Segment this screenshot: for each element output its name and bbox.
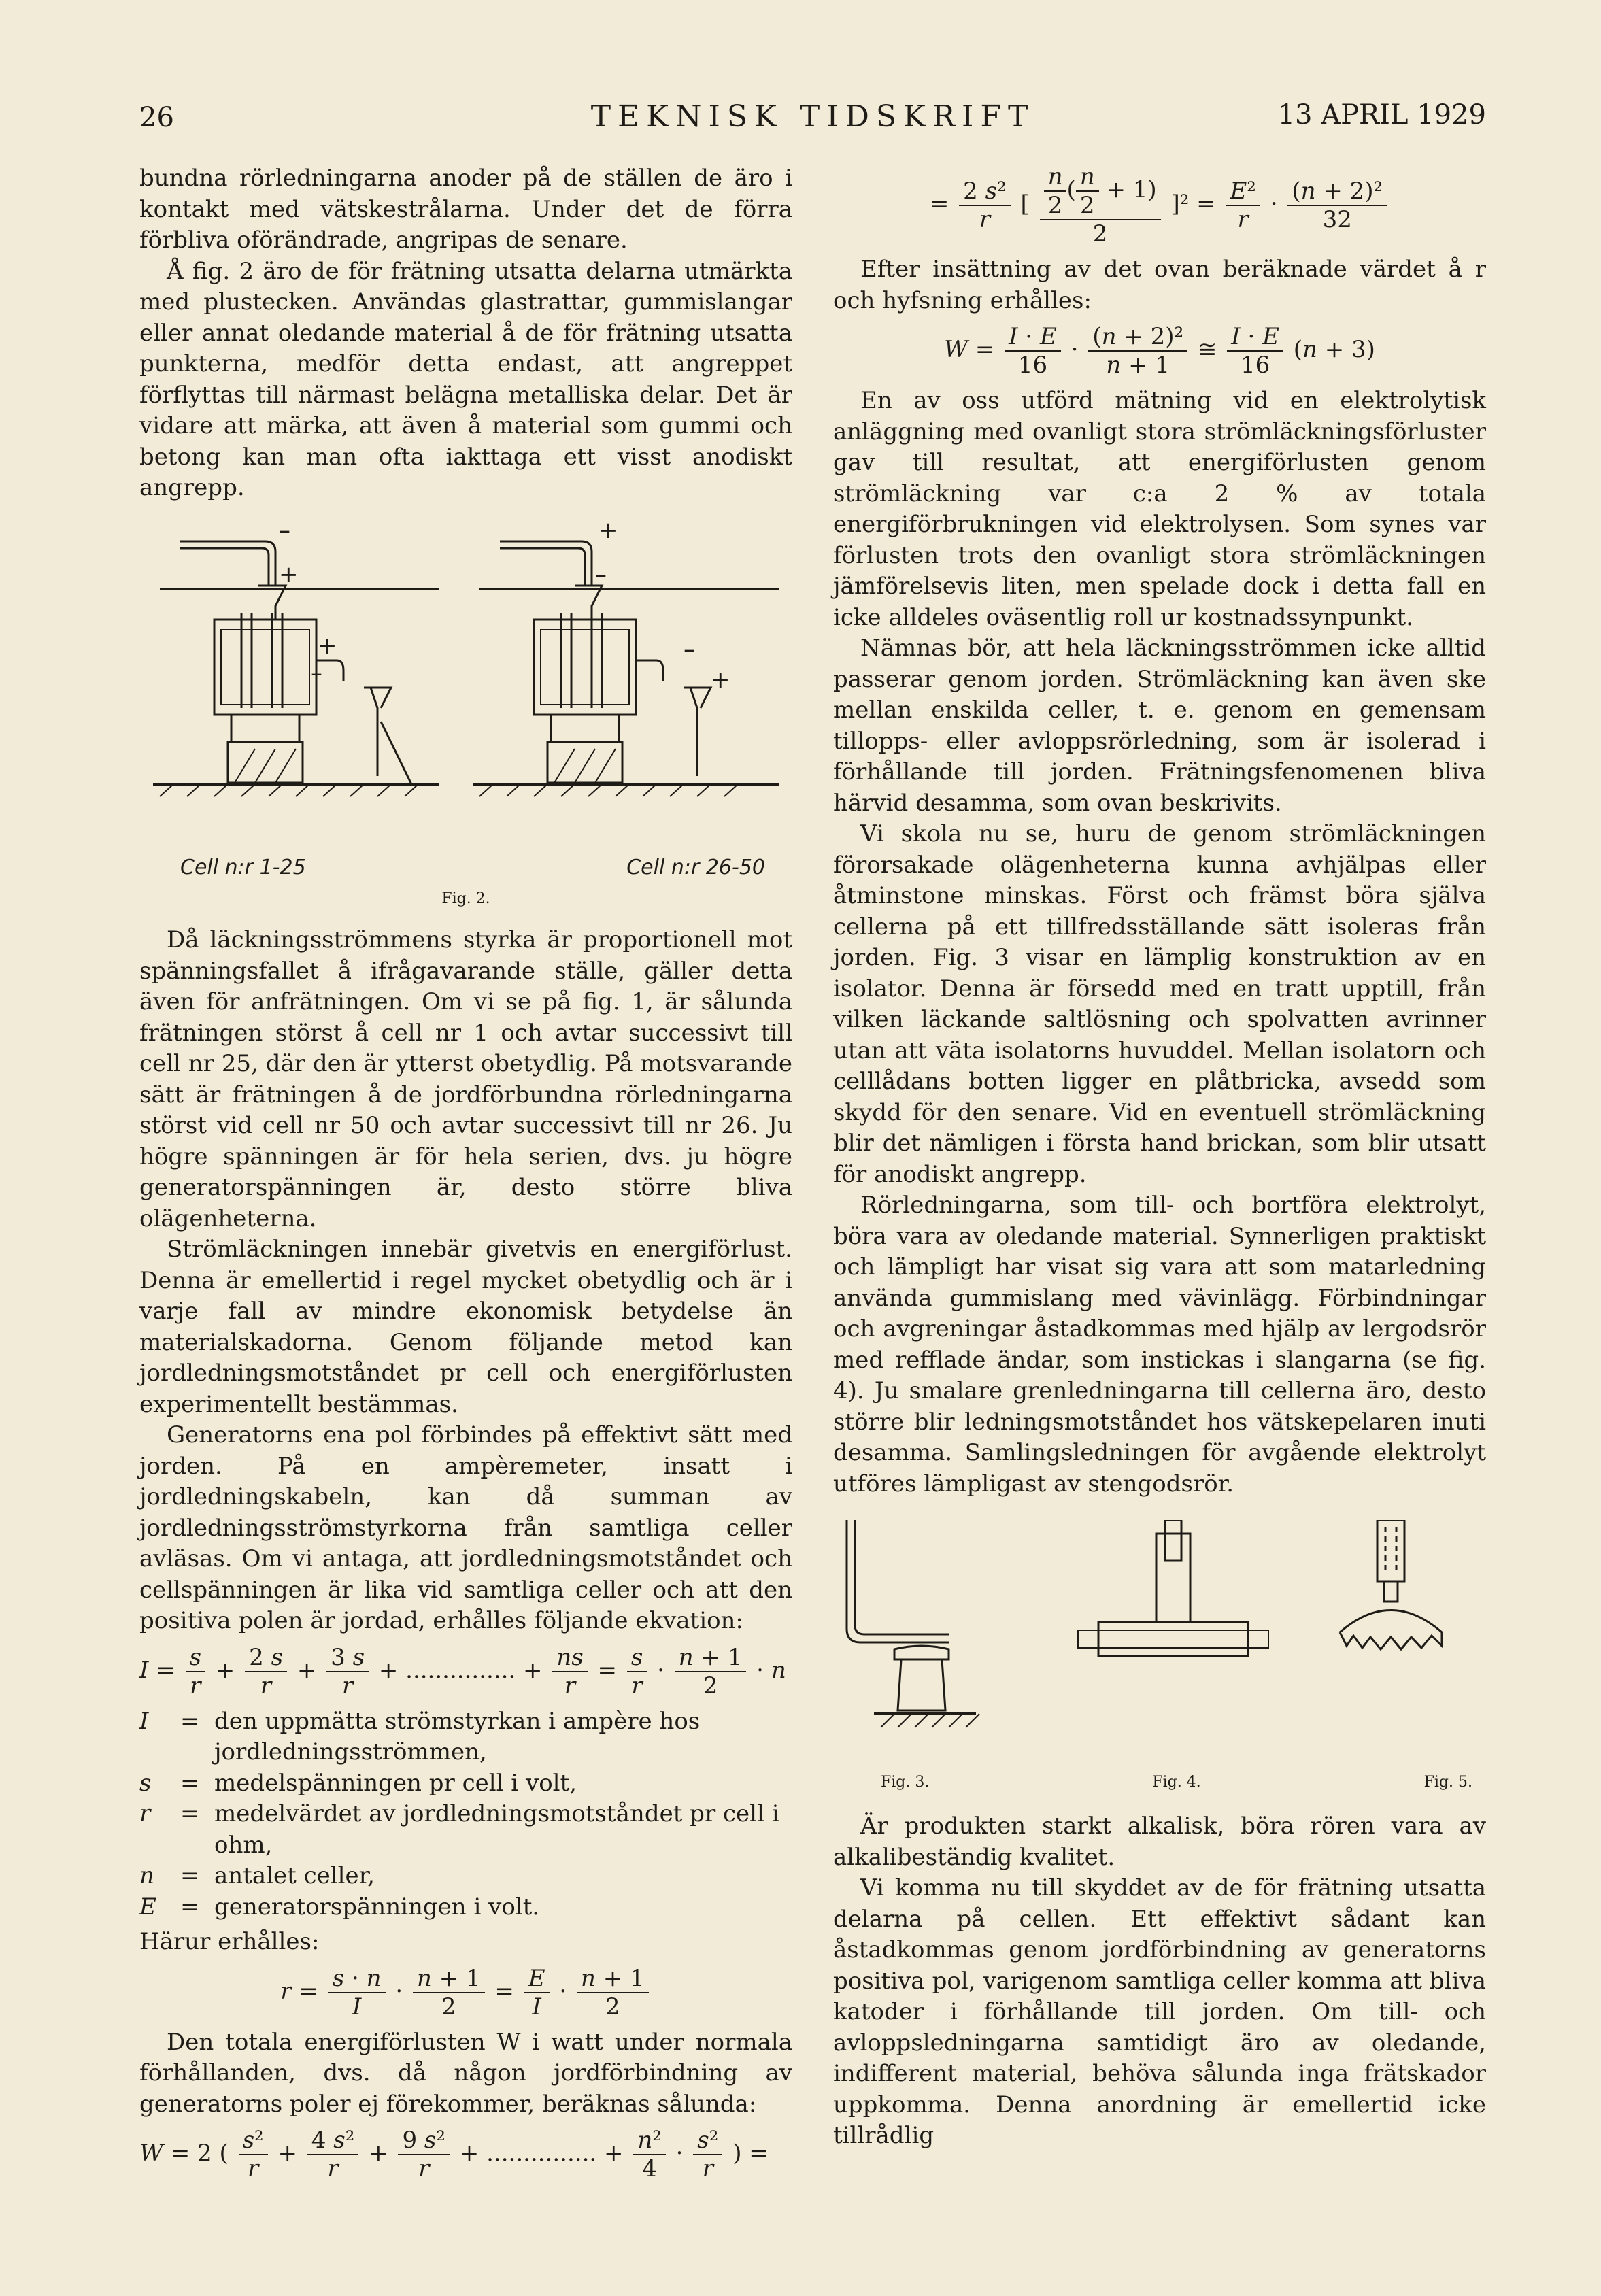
figure-2	[139, 518, 792, 915]
svg-text:+: +	[599, 517, 618, 544]
journal-title: TEKNISK TIDSKRIFT	[590, 99, 1035, 134]
svg-text:+: +	[711, 666, 730, 694]
issue-date: 13 APRIL 1929	[1277, 99, 1486, 131]
svg-text:+: +	[318, 632, 337, 660]
svg-text:+: +	[279, 560, 299, 588]
svg-text:–: –	[595, 560, 607, 588]
equation-energy: W = 2 ( $\frac{\text{s²}}{r}$ + $\frac{\text{4 s²}}{r}$ + $\frac{\text{9 s²}}{r}$ + ............... + $\frac{\text{n²}}{4}$ · $\frac{\text{s²}}{r}$ ) =	[139, 2127, 769, 2182]
equation-current: I = $\frac{s}{r}$ + $\frac{2 s}{r}$ + $\frac{3 s}{r}$ + ............... + $\frac{ns}{r}$ = $\frac{s}{r}$ · $\frac{n + 1}{2}$ · n	[139, 1643, 786, 1700]
paragraph: Nämnas bör, att hela läckningsströmmen icke alltid passerar genom jorden. Strömläckning kan även ske mellan enskilda celler, t. e. genom en gemensam tillopps- eller avloppsrörledning, som är isolerad i förhållande till jorden. Frätningsfenomenen bliva härvid desamma, som ovan beskrivits.	[833, 635, 1486, 817]
paragraph: Är produkten starkt alkalisk, böra rören vara av alkalibeständig kvalitet.	[833, 1812, 1486, 1871]
paragraph: bundna rörledningarna anoder på de ställen de äro i kontakt med vätskestrålarna. Under det de förra förbliva oförändrade, angripas de senare.	[139, 165, 792, 254]
legend-row: E = generatorspänningen i volt.	[139, 1893, 540, 1921]
equation-resistance: r = $\frac{s \cdot n}{I}$ · $\frac{n + 1}{2}$ = $\frac{E}{I}$ · $\frac{n + 1}{2}$	[139, 1965, 792, 2021]
fig2-label-right: Cell n:r 26-50	[626, 856, 765, 879]
paragraph: Den totala energiförlusten W i watt under normala förhållanden, dvs. då någon jordförbindning av generatorns poler ej förekommer, beräknas sålunda:	[139, 2028, 792, 2118]
page-header	[139, 95, 1486, 143]
svg-text:–: –	[311, 659, 322, 687]
legend-row: I = den uppmätta strömstyrkan i ampère hos jordledningsströmmen,	[139, 1707, 701, 1766]
paragraph: Vi komma nu till skyddet av de för frätning utsatta delarna på cellen. Ett effektivt sådant kan åstadkommas genom jordförbindning av generatorns positiva pol, varigenom samtliga celler komma att bliva katoder i förhållande till jorden. Om till- och avloppsledningarna samtidigt äro av oledande, indifferent material, behöva sålunda inga frätskador uppkomma. Denna anordning är emellertid icke tillrådlig	[833, 1874, 1486, 2149]
svg-text:–: –	[279, 517, 290, 544]
page-number: 26	[139, 102, 174, 133]
fig5-caption: Fig. 5.	[1423, 1773, 1472, 1791]
legend-row: s = medelspänningen pr cell i volt,	[139, 1769, 577, 1797]
right-column	[833, 163, 1486, 2152]
paragraph: Vi skola nu se, huru de genom strömläckningen förorsakade olägenheterna kunna avhjälpas eller åtminstone minskas. Först och främst böra själva cellerna på ett tillfredsställande sätt isoleras från jorden. Fig. 3 visar en lämplig konstruktion av en isolator. Denna är försedd med en tratt upptill, från vilken läckande saltlösning och spolvatten avrinner utan att väta isolatorns huvuddel. Mellan isolatorn och celllådans botten ligger en plåtbricka, avsedd som skydd för den senare. Vid en eventuell strömläckning blir det nämligen i första hand brickan, som blir utsatt för anodiskt angrepp.	[833, 820, 1486, 1188]
left-column	[139, 163, 792, 2189]
legend-row: r = medelvärdet av jordledningsmotståndet pr cell i ohm,	[139, 1800, 779, 1859]
fig2-caption: Fig. 2.	[441, 890, 490, 907]
symbol-legend	[139, 1706, 792, 1923]
fig3-caption: Fig. 3.	[881, 1773, 930, 1791]
figures-3-4-5	[833, 1520, 1486, 1797]
paragraph: En av oss utförd mätning vid en elektrolytisk anläggning med ovanligt stora strömläckningsförluster gav till resultat, att energiförlusten genom strömläckning var c:a 2 % av totala energiförbrukningen vid elektrolysen. Som synes var förlusten trots den ovanligt stora strömläckningen jämförelsevis liten, men spelade dock i detta fall en icke alldeles oväsentlig roll ur kostnadssynpunkt.	[833, 387, 1486, 631]
fig4-caption: Fig. 4.	[1152, 1773, 1201, 1791]
paragraph: Efter insättning av det ovan beräknade värdet å r och hyfsning erhålles:	[833, 256, 1486, 314]
paragraph: Å fig. 2 äro de för frätning utsatta delarna utmärkta med plustecken. Användas glastrattar, gummislangar eller annat oledande material å de för frätning utsatta punkterna, medför detta endast, att angreppet förflyttas till närmast belägna metalliska delar. Det är vidare att märka, att även å material som gummi och betong kan man ofta iakttaga ett visst anodiskt angrepp.	[139, 257, 792, 501]
paragraph: Rörledningarna, som till- och bortföra elektrolyt, böra vara av oledande material. Synnerligen praktiskt och lämpligt har visat sig vara att som matarledning använda gummislang med vävinlägg. Förbindningar och avgreningar åstadkommas med hjälp av lergodsrör med refflade ändar, som instickas i slangarna (se fig. 4). Ju smalare grenledningarna till cellerna äro, desto större blir ledningsmotståndet hos vätskepelaren inuti desamma. Samlingsledningen för avgående elektrolyt utföres lämpligast av stengodsrör.	[833, 1192, 1486, 1498]
paragraph: Generatorns ena pol förbindes på effektivt sätt med jorden. På en ampèremeter, insatt i jordledningskabeln, kan då summan av jordledningsströmstyrkorna från samtliga celler avläsas. Om vi antaga, att jordledningsmotståndet och cellspänningen är lika vid samtliga celler och att den positiva polen är jordad, erhålles följande ekvation:	[139, 1421, 792, 1634]
paragraph: Strömläckningen innebär givetvis en energiförlust. Denna är emellertid i regel mycket obetydlig och är i varje fall av mindre ekonomisk betydelse än materialskadorna. Genom följande metod kan jordledningsmotståndet pr cell och energiförlusten experimentellt bestämmas.	[139, 1236, 792, 1418]
fig2-label-left: Cell n:r 1-25	[180, 856, 306, 879]
paragraph: Då läckningsströmmens styrka är proportionell mot spänningsfallet å ifrågavarande ställe, gäller detta även för anfrätningen. Om vi se på fig. 1, är sålunda frätningen störst å cell nr 1 och avtar successivt till cell nr 25, där den är ytterst obetydlig. På motsvarande sätt är frätningen å de jordförbundna rörledningarna störst vid cell nr 50 och avtar successivt till nr 26. Ju högre spänningen är för hela serien, dvs. ju högre generatorspänningen är, desto större bliva olägenheterna.	[139, 926, 792, 1232]
equation-energy-final: W = $\frac{I \cdot E}{16}$ · $\frac{\text{(n + 2)²}}{n + 1}$ ≅ $\frac{I \cdot E}{16}$ (n + 3)	[944, 323, 1375, 379]
paragraph: Härur erhålles:	[139, 1928, 320, 1955]
legend-row: n = antalet celler,	[139, 1862, 375, 1889]
svg-text:–: –	[684, 635, 695, 663]
equation-energy-cont: = $\frac{\text{2 s²}}{r}$ [ $\frac{n}{2}$ ( $\frac{n}{2}$ + 1) 2 ]² = $\frac{\text{E²}}{r}$ · $\frac{\text{(n + 2)²}}{32}$	[833, 163, 1486, 248]
fig2-drawing	[139, 518, 792, 871]
